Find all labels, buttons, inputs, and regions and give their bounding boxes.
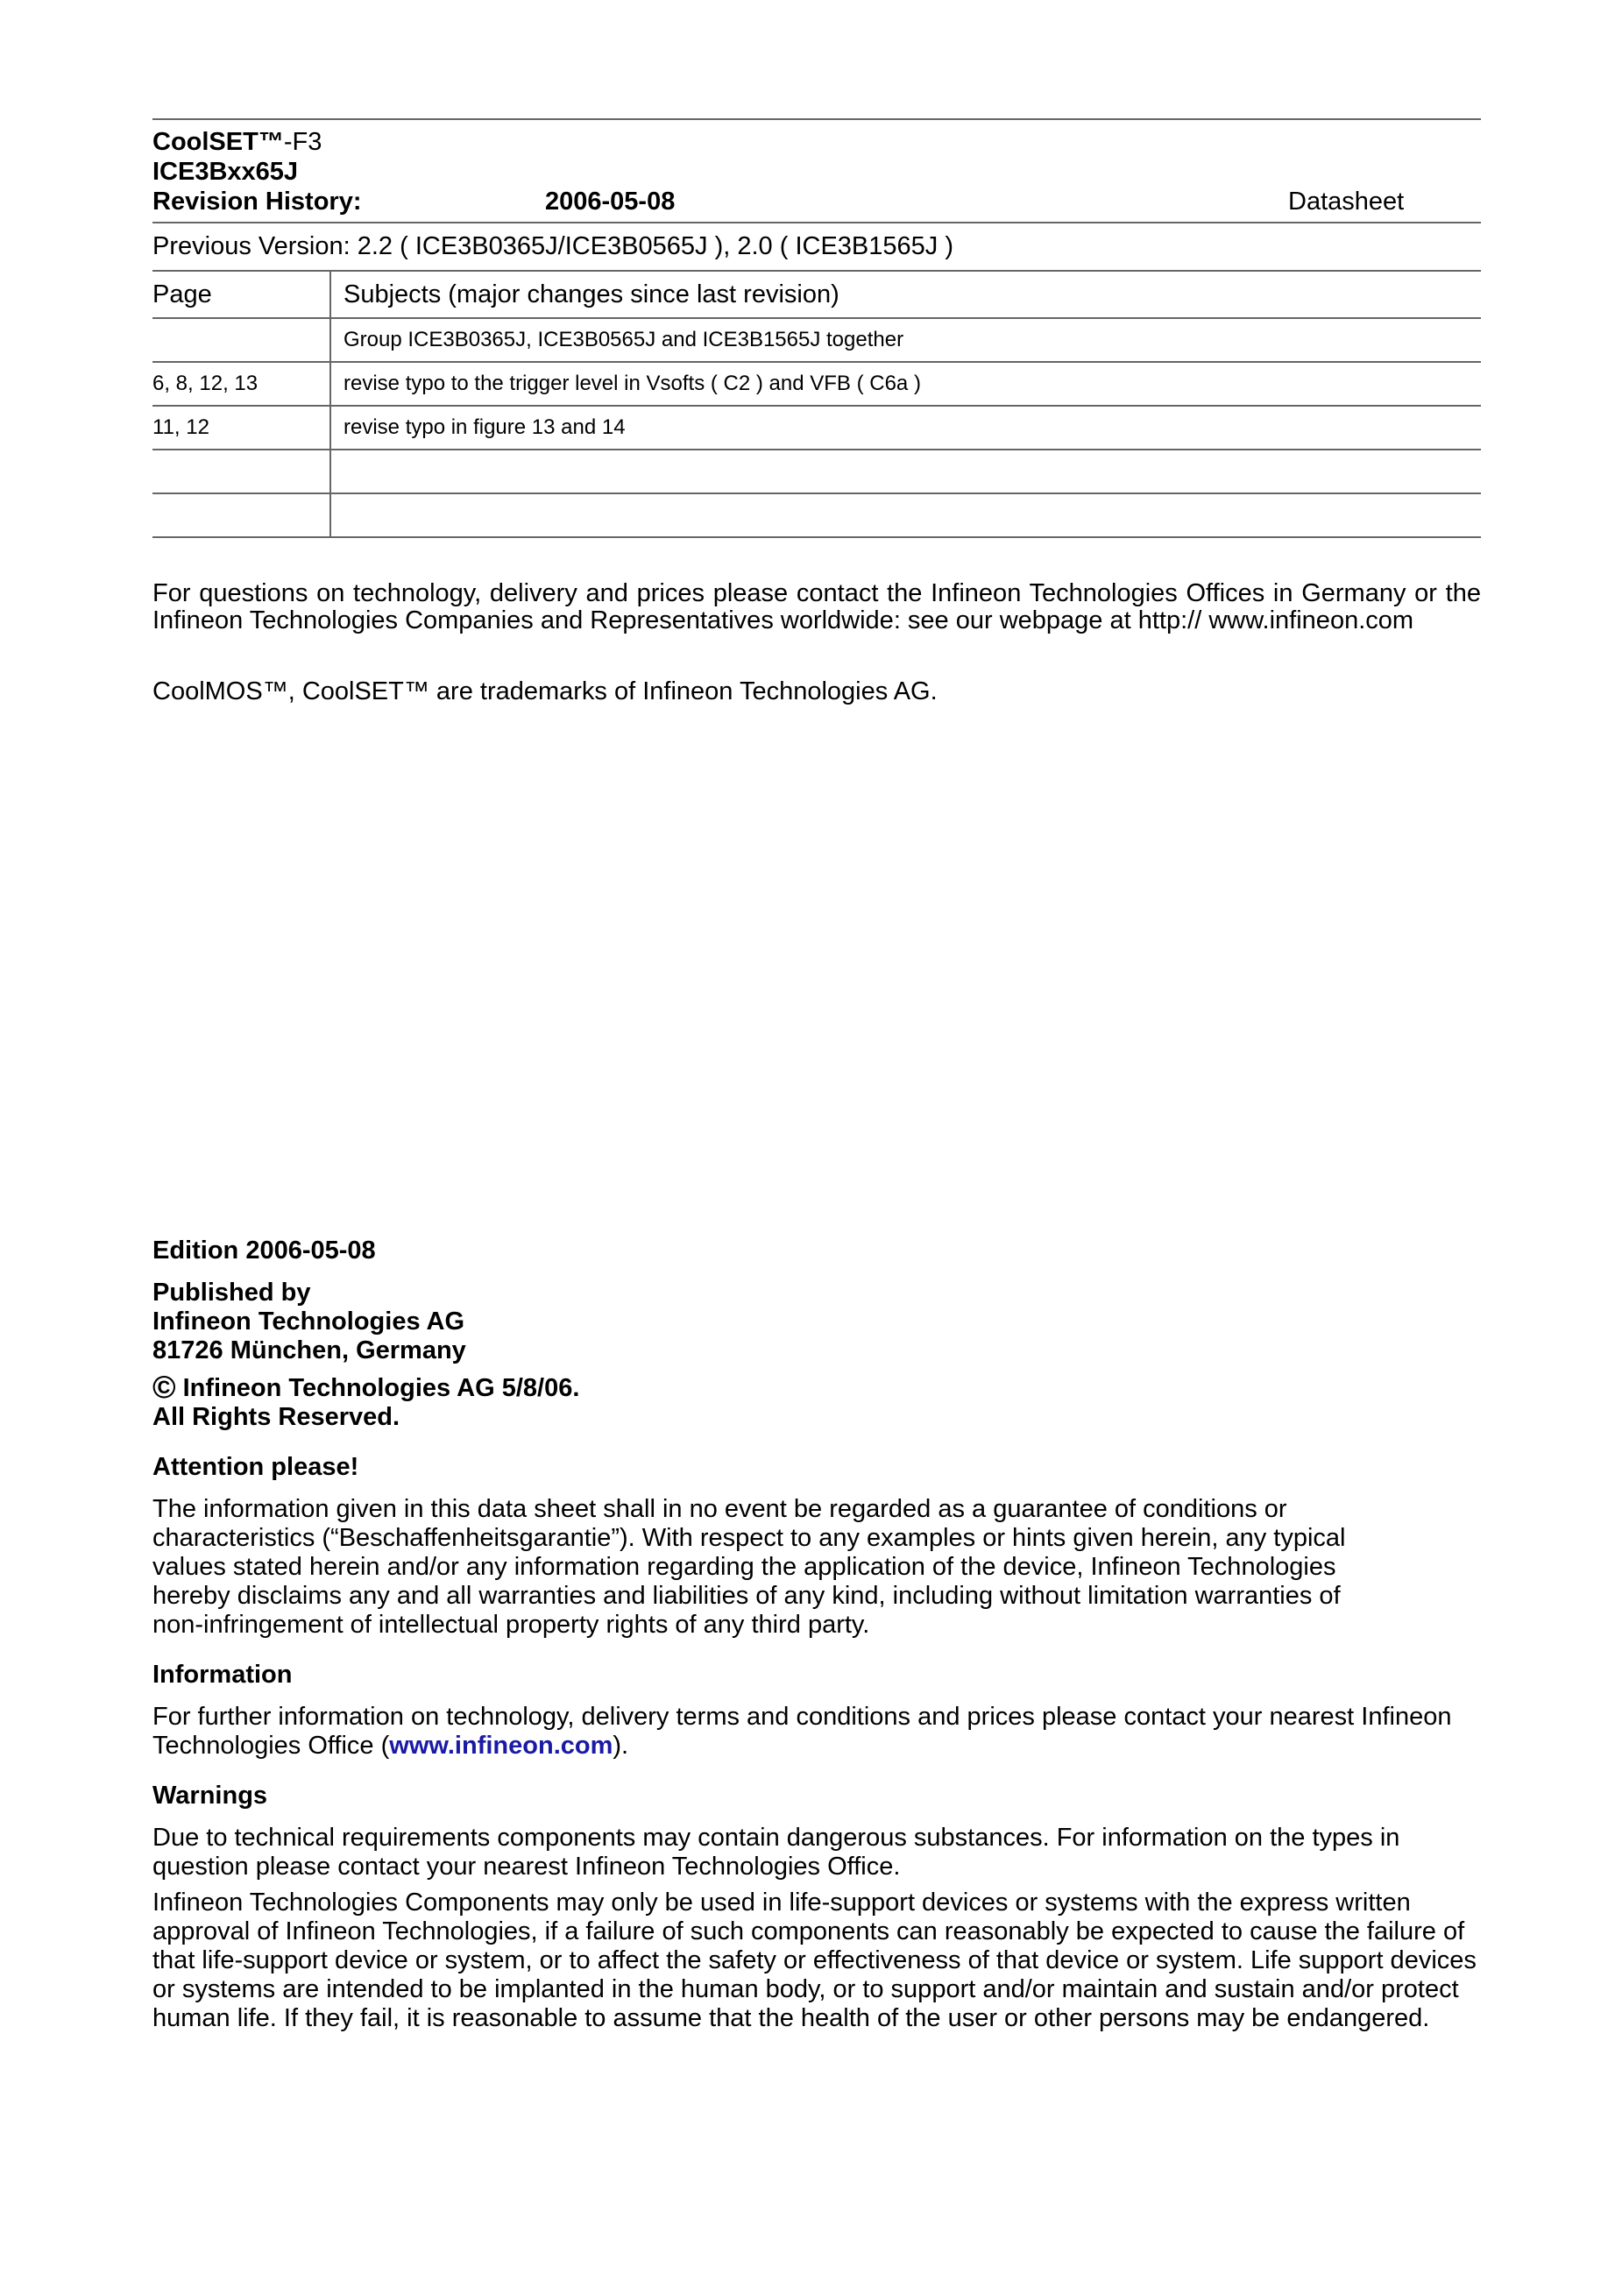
trademark-paragraph: CoolMOS™, CoolSET™ are trademarks of Infineon Technologies AG.	[152, 677, 938, 705]
row-page: 6, 8, 12, 13	[152, 362, 330, 406]
warnings-title: Warnings	[152, 1782, 268, 1810]
document-type: Datasheet	[1288, 188, 1405, 216]
table-row	[152, 450, 1481, 493]
information-text-before: For further information on technology, delivery terms and conditions and prices please contact your nearest Infineon Technologies Office (	[152, 1703, 1452, 1760]
information-text	[152, 1703, 1467, 1761]
revision-table	[152, 270, 1481, 538]
previous-version: Previous Version: 2.2 ( ICE3B0365J/ICE3B0565J ), 2.0 ( ICE3B1565J )	[152, 222, 1481, 270]
infineon-website-link[interactable]: www.infineon.com	[389, 1732, 613, 1760]
table-row	[152, 406, 1481, 450]
revision-table-header	[152, 271, 1481, 318]
column-subjects-header: Subjects (major changes since last revision)	[330, 271, 1481, 318]
row-page	[152, 493, 330, 537]
document-header	[152, 120, 1481, 222]
column-page-header: Page	[152, 271, 330, 318]
publisher-company: Infineon Technologies AG	[152, 1307, 465, 1336]
row-subject	[330, 450, 1481, 493]
row-page: 11, 12	[152, 406, 330, 450]
revision-history-row	[152, 187, 1481, 222]
published-by: Published by	[152, 1279, 311, 1307]
publisher-address: 81726 München, Germany	[152, 1336, 466, 1364]
datasheet-page	[152, 118, 1481, 2032]
product-suffix: -F3	[283, 128, 322, 156]
information-text-after: ).	[613, 1732, 629, 1760]
row-subject: Group ICE3B0365J, ICE3B0565J and ICE3B1565J together	[330, 318, 1481, 362]
table-row	[152, 493, 1481, 537]
product-line	[152, 127, 1481, 157]
warnings-text-1: Due to technical requirements components may contain dangerous substances. For information on the types in question please contact your nearest Infineon Technologies Office.	[152, 1824, 1400, 1881]
revision-history-label: Revision History:	[152, 188, 362, 216]
revision-date: 2006-05-08	[545, 188, 676, 216]
attention-title: Attention please!	[152, 1453, 359, 1481]
edition: Edition 2006-05-08	[152, 1237, 376, 1265]
table-row	[152, 318, 1481, 362]
contact-paragraph: For questions on technology, delivery and prices please contact the Infineon Technologies Offices in Germany or the Infineon Technologies Companies and Representatives worldwide: see our webpage at http:// www.infineon.com	[152, 579, 1481, 634]
product-name: CoolSET™	[152, 128, 284, 156]
copyright-text: Infineon Technologies AG 5/8/06.	[182, 1374, 580, 1402]
attention-text: The information given in this data sheet shall in no event be regarded as a guarantee of conditions or characteristics (“Beschaffenheitsgarantie”). With respect to any examples or hints given herein, any typical values stated herein and/or any information regarding the application of the device, Infineon Technologies hereby disclaims any and all warranties and liabilities of any kind, including without limitation warranties of non-infringement of intellectual property rights of any third party.	[152, 1495, 1346, 1639]
row-page	[152, 318, 330, 362]
information-title: Information	[152, 1661, 293, 1689]
row-subject: revise typo to the trigger level in Vsofts ( C2 ) and VFB ( C6a )	[330, 362, 1481, 406]
part-number: ICE3Bxx65J	[152, 158, 299, 186]
row-subject	[330, 493, 1481, 537]
row-page	[152, 450, 330, 493]
copyright-line	[152, 1369, 1481, 1405]
warnings-text-2: Infineon Technologies Components may only be used in life-support devices or systems with the express written approval of Infineon Technologies, if a failure of such components can reasonably be expected to cause the failure of that life-support device or system, or to affect the safety or effectiveness of that device or system. Life support devices or systems are intended to be implanted in the human body, or to support and/or maintain and sustain and/or protect human life. If they fail, it is reasonable to assume that the health of the user or other persons may be endangered.	[152, 1889, 1477, 2032]
row-subject: revise typo in figure 13 and 14	[330, 406, 1481, 450]
table-row	[152, 362, 1481, 406]
imprint-block	[152, 1237, 1481, 2033]
rights-reserved: All Rights Reserved.	[152, 1403, 400, 1431]
copyright-icon: ©	[152, 1369, 176, 1405]
